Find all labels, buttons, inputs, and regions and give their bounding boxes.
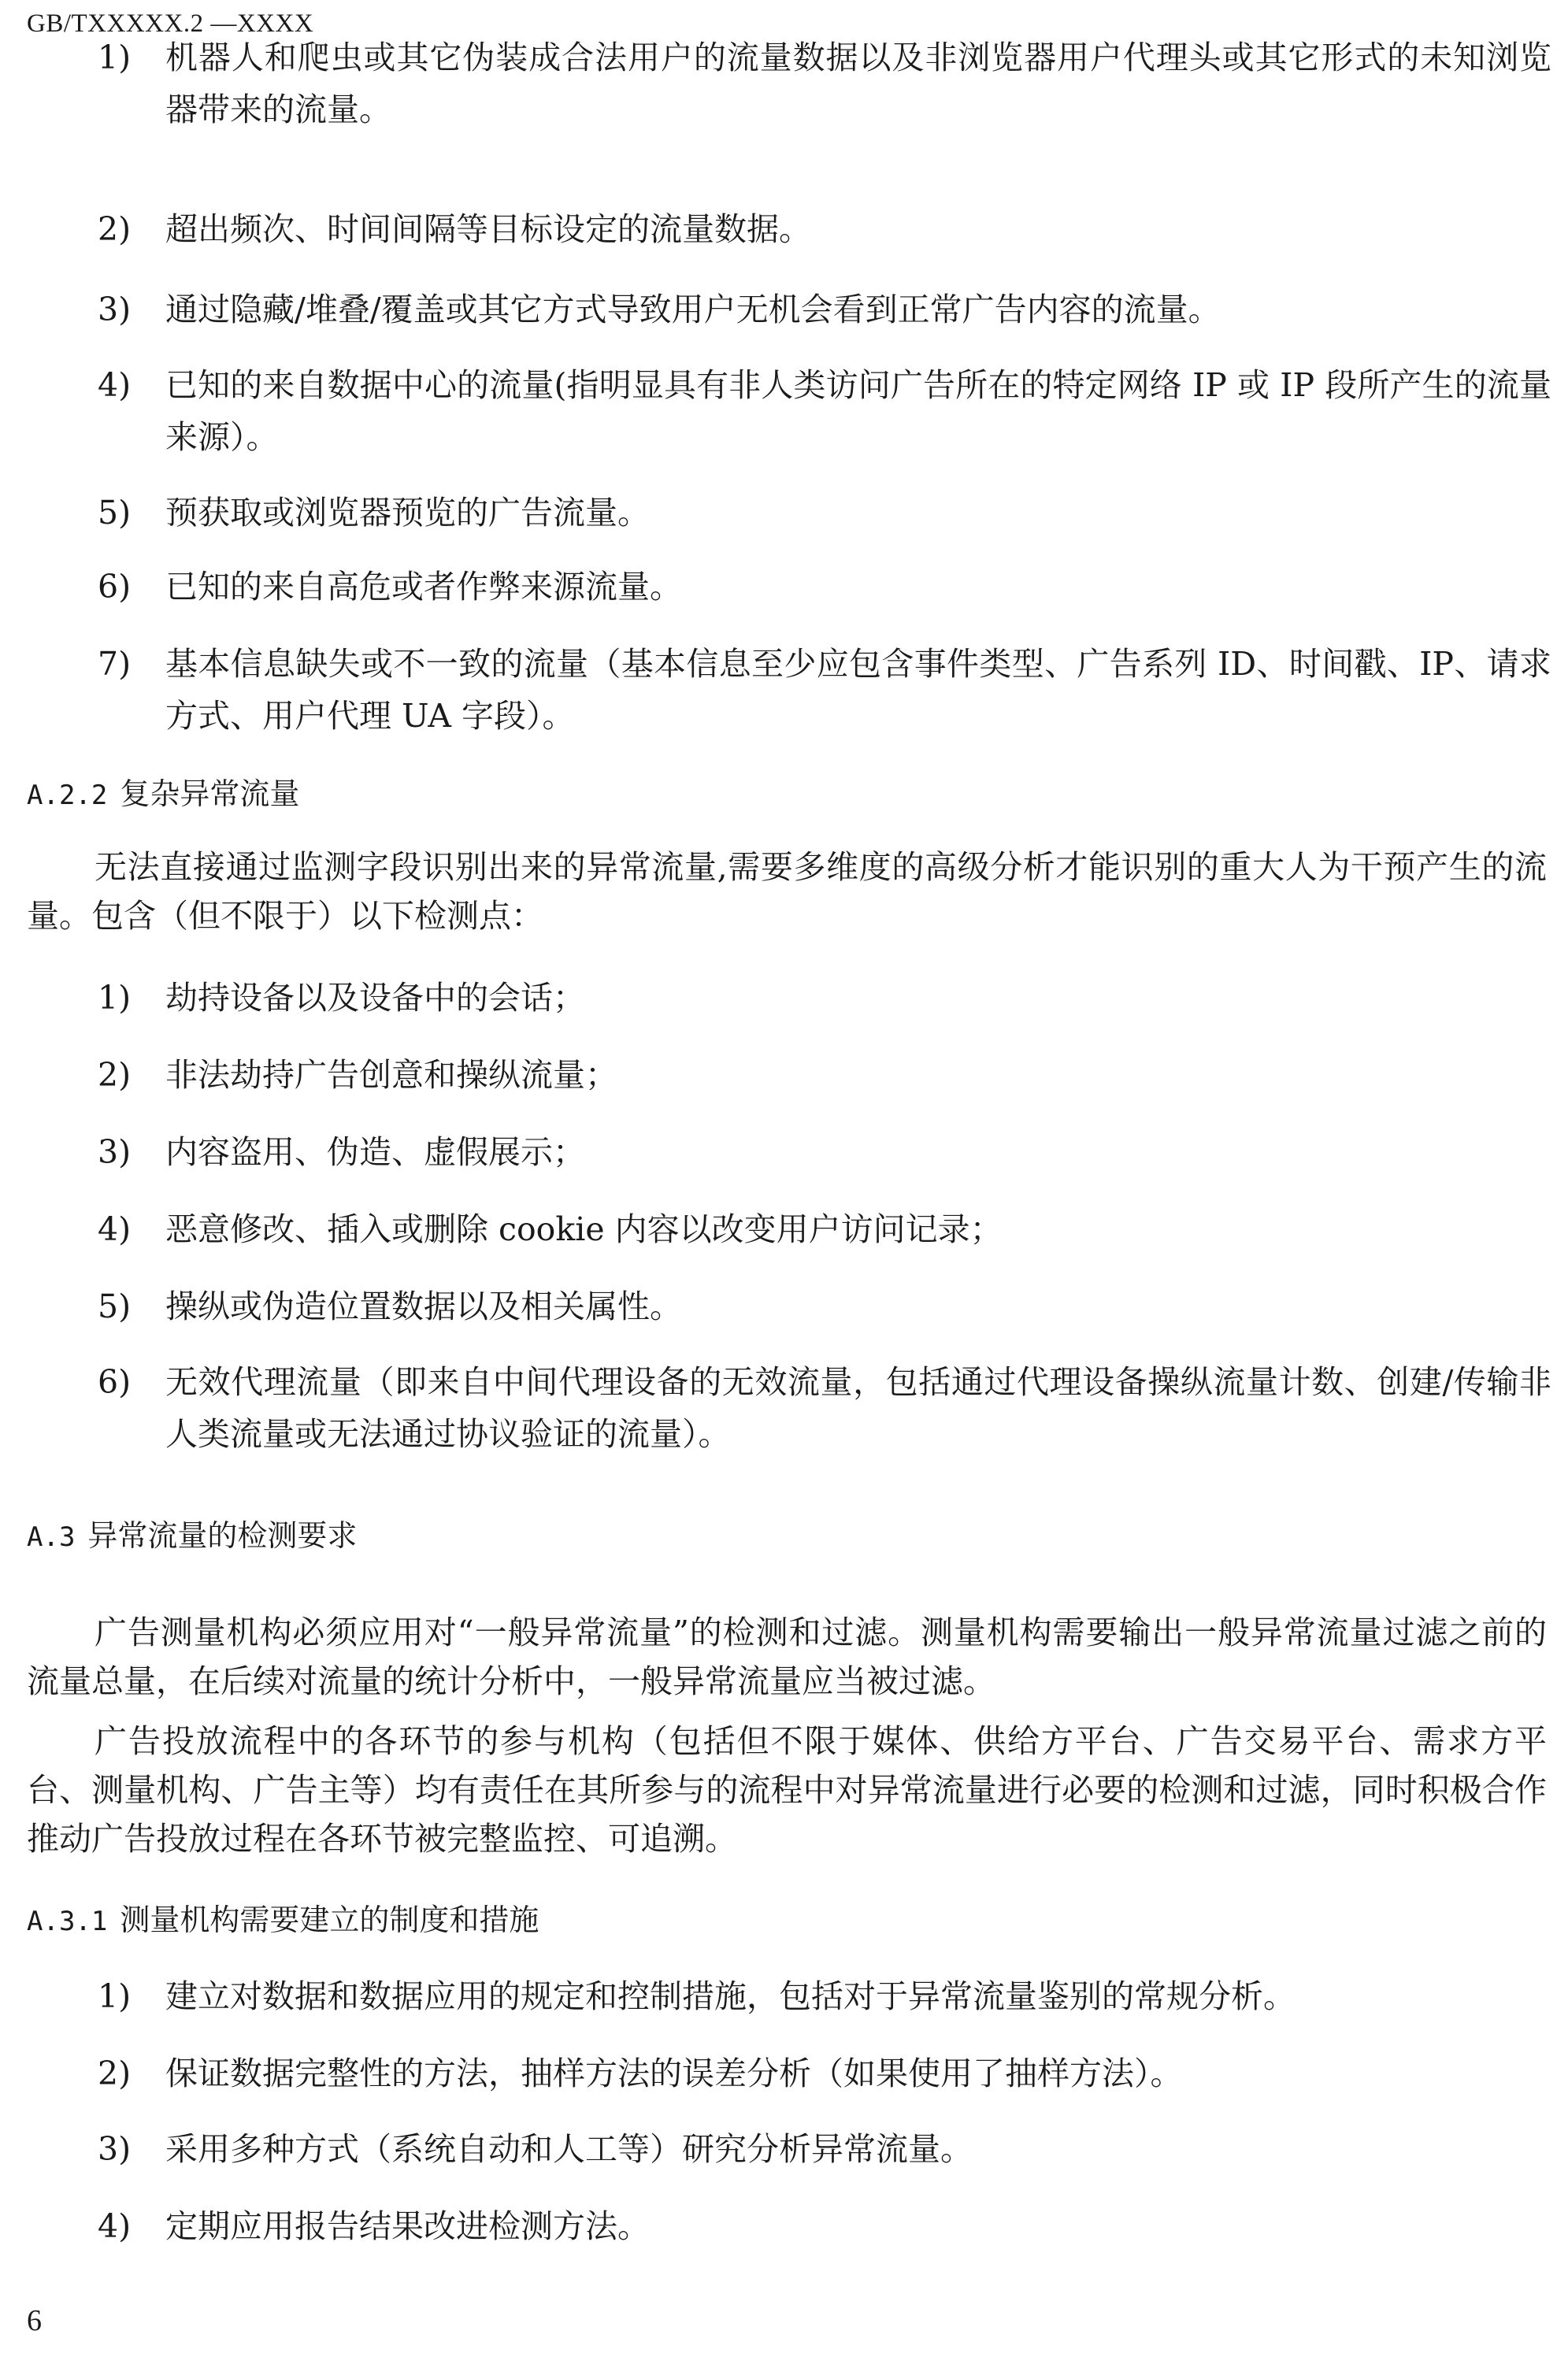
list-item-text: 操纵或伪造位置数据以及相关属性。 bbox=[165, 1288, 682, 1325]
list-item-text: 建立对数据和数据应用的规定和控制措施，包括对于异常流量鉴别的常规分析。 bbox=[165, 1977, 1296, 2015]
section-title: 测量机构需要建立的制度和措施 bbox=[120, 1903, 539, 1937]
list-item-number: 5) bbox=[98, 494, 132, 532]
list-item-number: 5) bbox=[98, 1288, 132, 1325]
list-item-text: 非法劫持广告创意和操纵流量； bbox=[165, 1056, 617, 1094]
section-number: A.3 bbox=[27, 1521, 76, 1553]
list-item-number: 2) bbox=[98, 210, 132, 248]
list-item-text: 预获取或浏览器预览的广告流量。 bbox=[165, 494, 650, 532]
list-item-number: 1) bbox=[98, 1977, 132, 2015]
list-item-number: 6) bbox=[98, 568, 132, 606]
list-item-number: 2) bbox=[98, 1056, 132, 1094]
list-item-number: 6) bbox=[98, 1363, 132, 1401]
list-item-number: 1) bbox=[98, 979, 132, 1017]
list-item-number: 1) bbox=[98, 39, 132, 76]
list-item-text: 通过隐藏/堆叠/覆盖或其它方式导致用户无机会看到正常广告内容的流量。 bbox=[165, 291, 1221, 328]
list-item-text: 劫持设备以及设备中的会话； bbox=[165, 979, 585, 1017]
list-item-text: 机器人和爬虫或其它伪装成合法用户的流量数据以及非浏览器用户代理头或其它形式的未知浏览器带来的流量。 bbox=[165, 39, 1551, 128]
list-item-text: 采用多种方式（系统自动和人工等）研究分析异常流量。 bbox=[165, 2130, 973, 2168]
section-title: 异常流量的检测要求 bbox=[87, 1518, 358, 1553]
list-item-text: 恶意修改、插入或删除 cookie 内容以改变用户访问记录； bbox=[165, 1210, 1003, 1248]
list-item-text: 已知的来自高危或者作弊来源流量。 bbox=[165, 568, 682, 606]
section-heading bbox=[27, 1512, 357, 1561]
list-item-text: 已知的来自数据中心的流量(指明显具有非人类访问广告所在的特定网络 IP 或 IP 段所产生的流量来源）。 bbox=[165, 366, 1551, 456]
paragraph: 广告测量机构必须应用对“一般异常流量”的检测和过滤。测量机构需要输出一般异常流量过滤之前的流量总量，在后续对流量的统计分析中，一般异常流量应当被过滤。 bbox=[27, 1614, 1547, 1700]
list-item-number: 3) bbox=[98, 1133, 132, 1171]
section-heading bbox=[27, 770, 299, 819]
list-item-text: 超出频次、时间间隔等目标设定的流量数据。 bbox=[165, 210, 811, 248]
section-number: A.3.1 bbox=[27, 1906, 108, 1937]
paragraph: 无法直接通过监测字段识别出来的异常流量,需要多维度的高级分析才能识别的重大人为干预产生的流量。包含（但不限于）以下检测点： bbox=[27, 848, 1547, 935]
section-number: A.2.2 bbox=[27, 780, 108, 811]
section-heading bbox=[27, 1896, 539, 1945]
list-item-number: 3) bbox=[98, 291, 132, 328]
list-item-number: 4) bbox=[98, 2207, 132, 2245]
page-number: 6 bbox=[27, 2304, 42, 2337]
list-item-number: 4) bbox=[98, 366, 132, 404]
list-item-number: 4) bbox=[98, 1210, 132, 1248]
list-item-text: 基本信息缺失或不一致的流量（基本信息至少应包含事件类型、广告系列 ID、时间戳、IP、请求方式、用户代理 UA 字段）。 bbox=[165, 645, 1551, 735]
paragraph: 广告投放流程中的各环节的参与机构（包括但不限于媒体、供给方平台、广告交易平台、需求方平台、测量机构、广告主等）均有责任在其所参与的流程中对异常流量进行必要的检测和过滤，同时积极合作推动广告投放过程在各环节被完整监控、可追溯。 bbox=[27, 1722, 1547, 1858]
list-item-text: 定期应用报告结果改进检测方法。 bbox=[165, 2207, 650, 2245]
list-item-text: 保证数据完整性的方法，抽样方法的误差分析（如果使用了抽样方法）。 bbox=[165, 2055, 1183, 2092]
list-item-number: 7) bbox=[98, 645, 132, 683]
list-item-number: 3) bbox=[98, 2130, 132, 2168]
section-title: 复杂异常流量 bbox=[120, 776, 300, 811]
list-item-number: 2) bbox=[98, 2055, 132, 2092]
document-header: GB/TXXXXX.2 —XXXX bbox=[27, 9, 314, 38]
list-item-text: 内容盗用、伪造、虚假展示； bbox=[165, 1133, 585, 1171]
list-item-text: 无效代理流量（即来自中间代理设备的无效流量，包括通过代理设备操纵流量计数、创建/传输非人类流量或无法通过协议验证的流量）。 bbox=[165, 1363, 1551, 1453]
